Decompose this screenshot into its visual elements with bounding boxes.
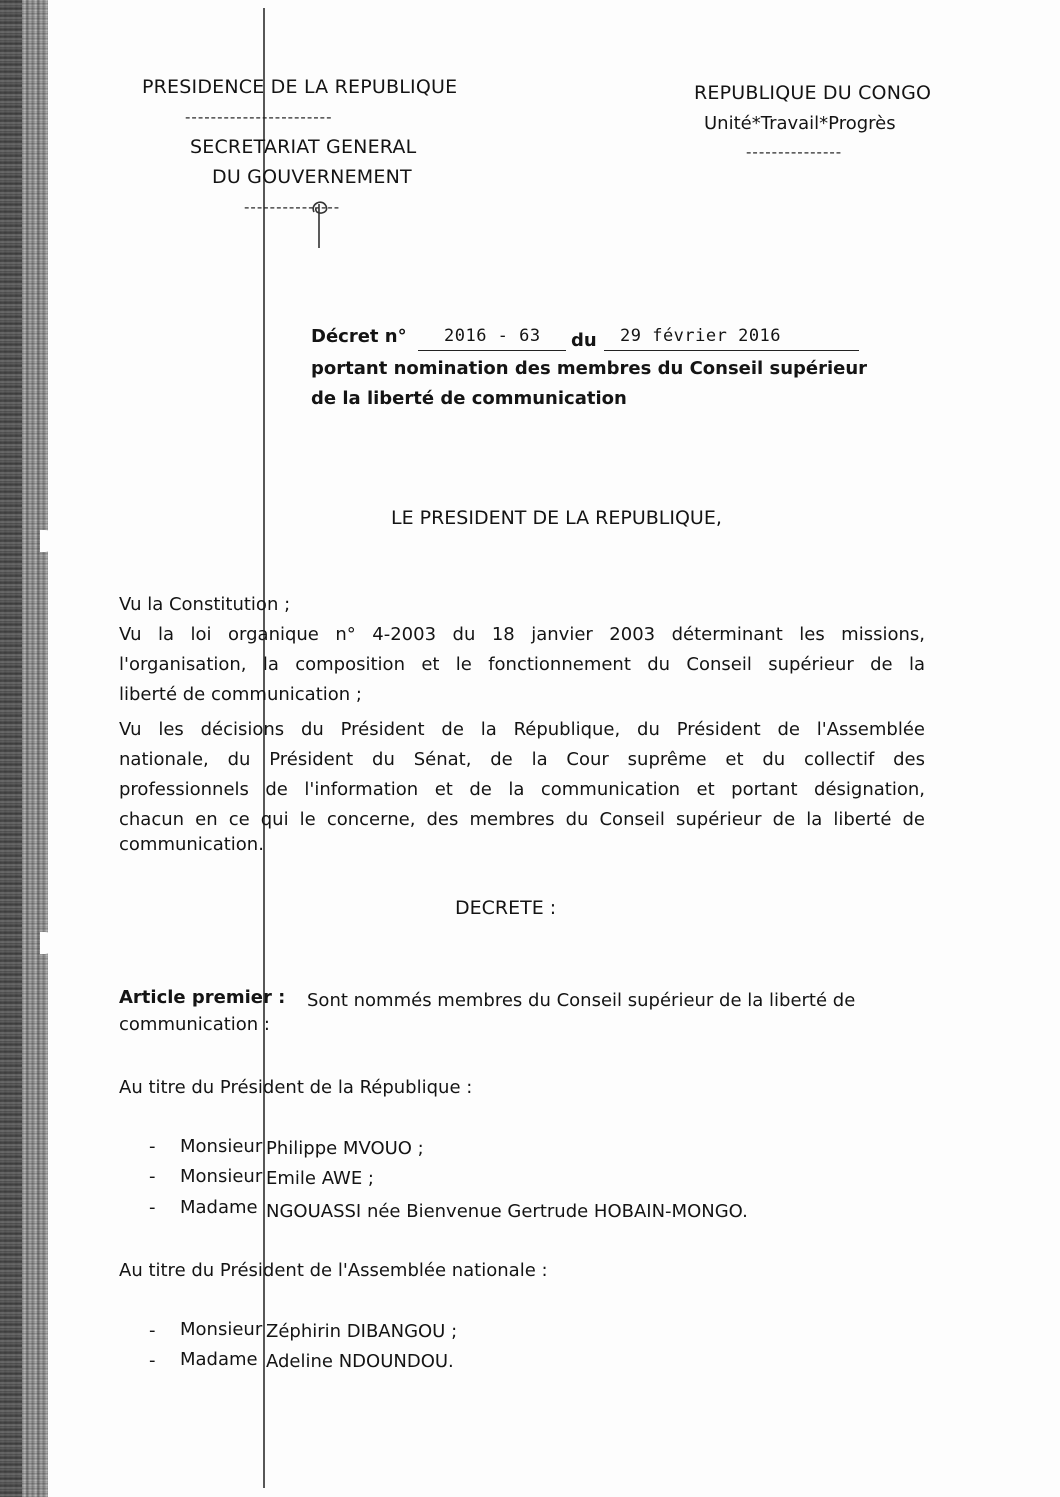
paraph-mark: [300, 186, 340, 256]
decrete-heading: DECRETE :: [455, 897, 557, 919]
decree-number-underline: [418, 350, 566, 351]
header-secretariat: SECRETARIAT GENERAL: [190, 136, 417, 158]
article-text: communication :: [119, 1014, 270, 1035]
decree-date: 29 février 2016: [620, 326, 782, 346]
member-name: Zéphirin DIBANGOU ;: [266, 1321, 458, 1342]
vu-line: Vu la loi organique n° 4-2003 du 18 janvier 2003 déterminant les missions,: [119, 624, 925, 645]
decree-number: 2016 - 63: [444, 326, 541, 346]
vu-line: nationale, du Président du Sénat, de la Cour suprême et du collectif des: [119, 749, 925, 770]
decree-object-line: de la liberté de communication: [311, 388, 627, 409]
vu-line: Vu la Constitution ;: [119, 594, 291, 615]
member-name: NGOUASSI née Bienvenue Gertrude HOBAIN-MONGO.: [266, 1201, 748, 1222]
list-bullet: -: [149, 1197, 156, 1218]
header-separator: -----------------------: [185, 108, 333, 126]
member-civility: Monsieur: [180, 1166, 263, 1187]
article-text: Sont nommés membres du Conseil supérieur de la liberté de: [307, 990, 856, 1011]
member-civility: Madame: [180, 1197, 258, 1218]
list-bullet: -: [149, 1350, 156, 1371]
member-civility: Monsieur: [180, 1319, 263, 1340]
header-republique: REPUBLIQUE DU CONGO: [694, 82, 932, 104]
header-gouvernement: DU GOUVERNEMENT: [212, 166, 412, 188]
decree-date-underline: [604, 350, 859, 351]
list-bullet: -: [149, 1136, 156, 1157]
president-heading: LE PRESIDENT DE LA REPUBLIQUE,: [391, 507, 722, 529]
group-title: Au titre du Président de l'Assemblée nationale :: [119, 1260, 548, 1281]
header-devise: Unité*Travail*Progrès: [704, 113, 896, 134]
decree-prefix: Décret n°: [311, 326, 407, 347]
punch-hole: [40, 932, 56, 954]
member-civility: Madame: [180, 1349, 258, 1370]
vu-line: professionnels de l'information et de la communication et portant désignation,: [119, 779, 925, 800]
vu-line: liberté de communication ;: [119, 684, 362, 705]
scan-edge-shadow: [0, 0, 22, 1497]
list-bullet: -: [149, 1320, 156, 1341]
article-label: Article premier :: [119, 987, 286, 1008]
header-separator: ---------------: [244, 198, 341, 216]
member-name: Adeline NDOUNDOU.: [266, 1351, 454, 1372]
decree-du: du: [571, 330, 597, 351]
header-separator: ---------------: [746, 143, 843, 161]
vu-line: chacun en ce qui le concerne, des membres du Conseil supérieur de la liberté de: [119, 809, 925, 830]
member-name: Emile AWE ;: [266, 1168, 374, 1189]
group-title: Au titre du Président de la République :: [119, 1077, 473, 1098]
list-bullet: -: [149, 1166, 156, 1187]
member-civility: Monsieur: [180, 1136, 263, 1157]
vu-line: l'organisation, la composition et le fonctionnement du Conseil supérieur de la: [119, 654, 925, 675]
vu-line: Vu les décisions du Président de la République, du Président de l'Assemblée: [119, 719, 925, 740]
member-name: Philippe MVOUO ;: [266, 1138, 424, 1159]
vu-line: communication.: [119, 834, 264, 855]
decree-object-line: portant nomination des membres du Conseil supérieur: [311, 358, 868, 379]
punch-hole: [40, 530, 56, 552]
header-presidence: PRESIDENCE DE LA REPUBLIQUE: [142, 76, 458, 98]
